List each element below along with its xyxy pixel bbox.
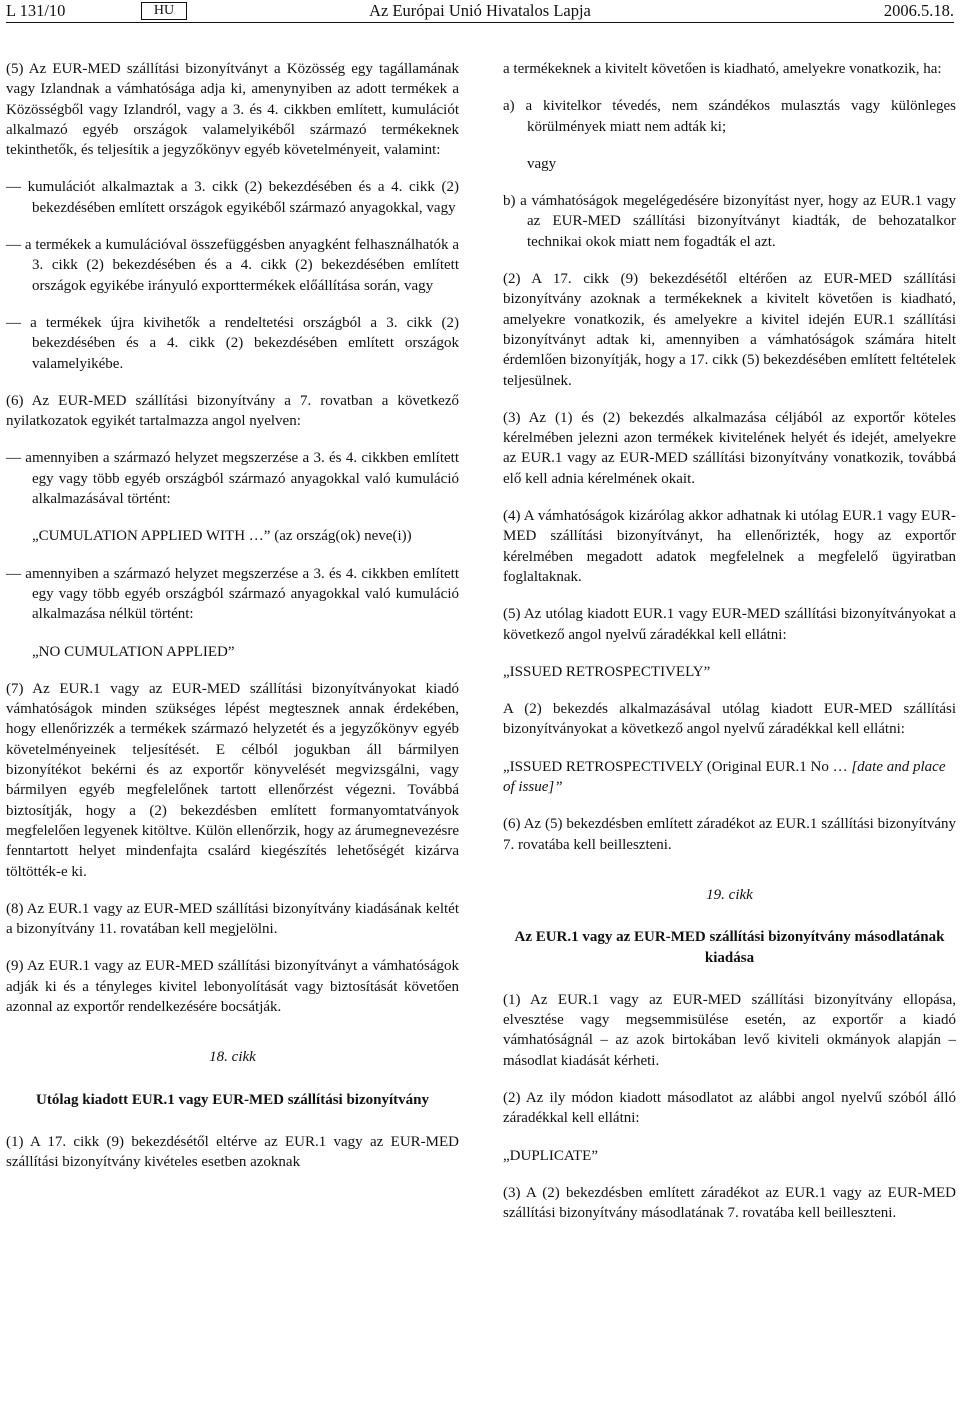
article-19-paragraph-2: (2) Az ily módon kiadott másodlatot az alábbi angol nyelvű szóból álló záradékkal kell ellátni: xyxy=(503,1089,956,1127)
condition-b: b) a vámhatóságok megelégedésére bizonyítást nyer, hogy az EUR.1 vagy az EUR-MED szállítási bizonyítványt kiadták, de behozatalkor technikai okok miatt nem fogadták el azt. xyxy=(503,193,956,250)
article-18-title: Utólag kiadott EUR.1 vagy EUR-MED szállítási bizonyítvány xyxy=(36,1091,429,1108)
article-18-number: 18. cikk xyxy=(209,1049,256,1066)
article-18-paragraph-6: (6) Az (5) bekezdésben említett záradékot az EUR.1 szállítási bizonyítvány 7. rovatába kell beilleszteni. xyxy=(503,816,956,853)
paragraph-5: (5) Az EUR-MED szállítási bizonyítványt a Közösség egy tagállamának vagy Izlandnak a vámhatósága adja ki, amenynyiben az adott termékek a Közösségből vagy Izlandról, vagy a 3. és 4. cikkben említett, kumulációt alkalmazó egyéb országok valamelyikéből származó termékeknek tekinthetők, és teljesítik a jegyzőkönyv egyéb követelményeit, valamint: xyxy=(6,61,459,159)
right-column xyxy=(503,59,956,1240)
language-box: HU xyxy=(141,2,187,20)
paragraph-5-indent-1: — kumulációt alkalmaztak a 3. cikk (2) bekezdésében és a 4. cikk (2) bekezdésében említett országok egyikéből származó anyagokkal, vagy xyxy=(6,179,459,216)
paragraph-8: (8) Az EUR.1 vagy az EUR-MED szállítási bizonyítvány kiadásának keltét a bizonyítvány 11. rovatában kell megjelölni. xyxy=(6,900,459,938)
quote-italic-placeholder: [date and place of issue]” xyxy=(503,758,946,796)
paragraph-6-indent-2: — amennyiben a származó helyzet megszerzése a 3. és 4. cikkben említett egy vagy több egyéb országból származó anyagokkal való kumuláció alkalmazása nélkül történt: xyxy=(6,565,459,623)
no-cumulation-quote: „NO CUMULATION APPLIED” xyxy=(32,643,235,660)
or-separator: vagy xyxy=(527,155,557,172)
article-18-paragraph-4: (4) A vámhatóságok kizárólag akkor adhatnak ki utólag EUR.1 vagy EUR-MED szállítási bizonyítványt, ha ellenőrizték, hogy az exportőr kérelmében megadott adatok megfelelnek a megfelelő ügyiratban foglaltaknak. xyxy=(503,508,956,585)
article-18-paragraph-1-continued: a termékeknek a kivitelt követően is kiadható, amelyekre vonatkozik, ha: xyxy=(503,61,942,77)
article-19-paragraph-3: (3) A (2) bekezdésben említett záradékot az EUR.1 vagy az EUR-MED szállítási bizonyítvány másodlatának 7. rovatába kell beilleszteni. xyxy=(503,1184,956,1222)
article-19-title: Az EUR.1 vagy az EUR-MED szállítási bizonyítvány másodlatának kiadása xyxy=(514,929,945,966)
condition-a: a) a kivitelkor tévedés, nem szándékos mulasztás vagy különleges körülmények miatt nem adták ki; xyxy=(503,98,956,135)
issued-retrospectively-original-quote xyxy=(503,757,956,798)
paragraph-6-indent-1: — amennyiben a származó helyzet megszerzése a 3. és 4. cikkben említett egy vagy több egyéb országból származó anyagokkal való kumuláció alkalmazásával történt: xyxy=(6,450,459,508)
article-18-paragraph-5-second: A (2) bekezdés alkalmazásával utólag kiadott EUR-MED szállítási bizonyítványokat a következő angol nyelvű záradékkal kell ellátni: xyxy=(503,701,956,738)
left-column xyxy=(6,59,459,1189)
paragraph-7: (7) Az EUR.1 vagy az EUR-MED szállítási bizonyítványokat kiadó vámhatóságok minden szükséges lépést megtesznek annak érdekében, hogy ellenőrizzék a termékek származó helyzetét és a jegyzőkönyv egyéb követelményeinek teljesítését. E célból jogukban áll bármilyen bizonyítékot bekérni és az exportőr könyvelését megvizsgálni, vagy bármilyen egyéb megfelelőnek tartott ellenőrzést végezni. Továbbá biztosítják, hogy a (2) bekezdésben említett formanyomtatványok megfelelően legyenek kitöltve. Külön ellenőrzik, hogy az árumegnevezésre fenntartott helyet mindenfajta csalárd kiegészítés lehetőségét kizárva töltötték-e ki. xyxy=(6,680,459,880)
header-rule xyxy=(6,22,954,23)
article-18-paragraph-5: (5) Az utólag kiadott EUR.1 vagy EUR-MED szállítási bizonyítványokat a következő angol nyelvű záradékkal kell ellátni: xyxy=(503,606,956,643)
article-19-paragraph-1: (1) Az EUR.1 vagy az EUR-MED szállítási bizonyítvány ellopása, elvesztése vagy megsemmisülése esetén, az exportőr a kiadó vámhatóságnál – az azok birtokában levő kiviteli okmányok alapján – másodlat kiadását kérheti. xyxy=(503,991,956,1069)
paragraph-5-indent-3: — a termékek újra kivihetők a rendeltetési országból a 3. cikk (2) bekezdésében és a 4. cikk (2) bekezdésében említett országok valamelyikébe. xyxy=(6,314,459,372)
paragraph-6: (6) Az EUR-MED szállítási bizonyítvány a 7. rovatban a következő nyilatkozatok egyikét tartalmazza angol nyelven: xyxy=(6,392,459,430)
quote-main-text: „ISSUED RETROSPECTIVELY (Original EUR.1 No … xyxy=(503,758,852,775)
journal-title: Az Európai Unió Hivatalos Lapja xyxy=(369,1,591,20)
publication-date: 2006.5.18. xyxy=(883,1,954,20)
article-19-number: 19. cikk xyxy=(706,886,753,903)
article-18-paragraph-3: (3) Az (1) és (2) bekezdés alkalmazása céljából az exportőr köteles kérelmében jelezni azon termékek kivitelének helyét és idejét, amelyekre az EUR.1 vagy az EUR-MED szállítási bizonyítvány vonatkozik, továbbá elő kell adnia kérelmének okait. xyxy=(503,409,956,487)
page-header xyxy=(6,0,954,22)
page-reference: L 131/10 xyxy=(6,1,66,20)
issued-retrospectively-quote: „ISSUED RETROSPECTIVELY” xyxy=(503,663,711,680)
duplicate-quote: „DUPLICATE” xyxy=(503,1147,598,1164)
paragraph-5-indent-2: — a termékek a kumulációval összefüggésben anyagként felhasználhatók a 3. cikk (2) bekezdésében és a 4. cikk (2) bekezdésében említett országok egyikébe irányuló exporttermékek előállítása során, vagy xyxy=(6,237,459,294)
article-18-paragraph-1: (1) A 17. cikk (9) bekezdésétől eltérve az EUR.1 vagy az EUR-MED szállítási bizonyítvány kivételes esetben azoknak xyxy=(6,1133,459,1171)
paragraph-9: (9) Az EUR.1 vagy az EUR-MED szállítási bizonyítványt a vámhatóságok adják ki és a tényleges kivitel lebonyolítását vagy biztosítását követően azonnal az exportőr rendelkezésére bocsátják. xyxy=(6,958,459,1015)
cumulation-applied-quote: „CUMULATION APPLIED WITH …” (az ország(ok) neve(i)) xyxy=(32,528,412,545)
article-18-paragraph-2: (2) A 17. cikk (9) bekezdésétől eltérően az EUR-MED szállítási bizonyítvány azoknak a termékeknek a kivitelt követően is kiadható, amelyekre vonatkozik, és amelyekre a kivitel idején EUR.1 szállítási bizonyítványt adtak ki, amennyiben a vámhatóságok számára hitelt érdemlően bizonyítják, hogy a 17. cikk (5) bekezdésében említett feltételek teljesülnek. xyxy=(503,271,956,389)
